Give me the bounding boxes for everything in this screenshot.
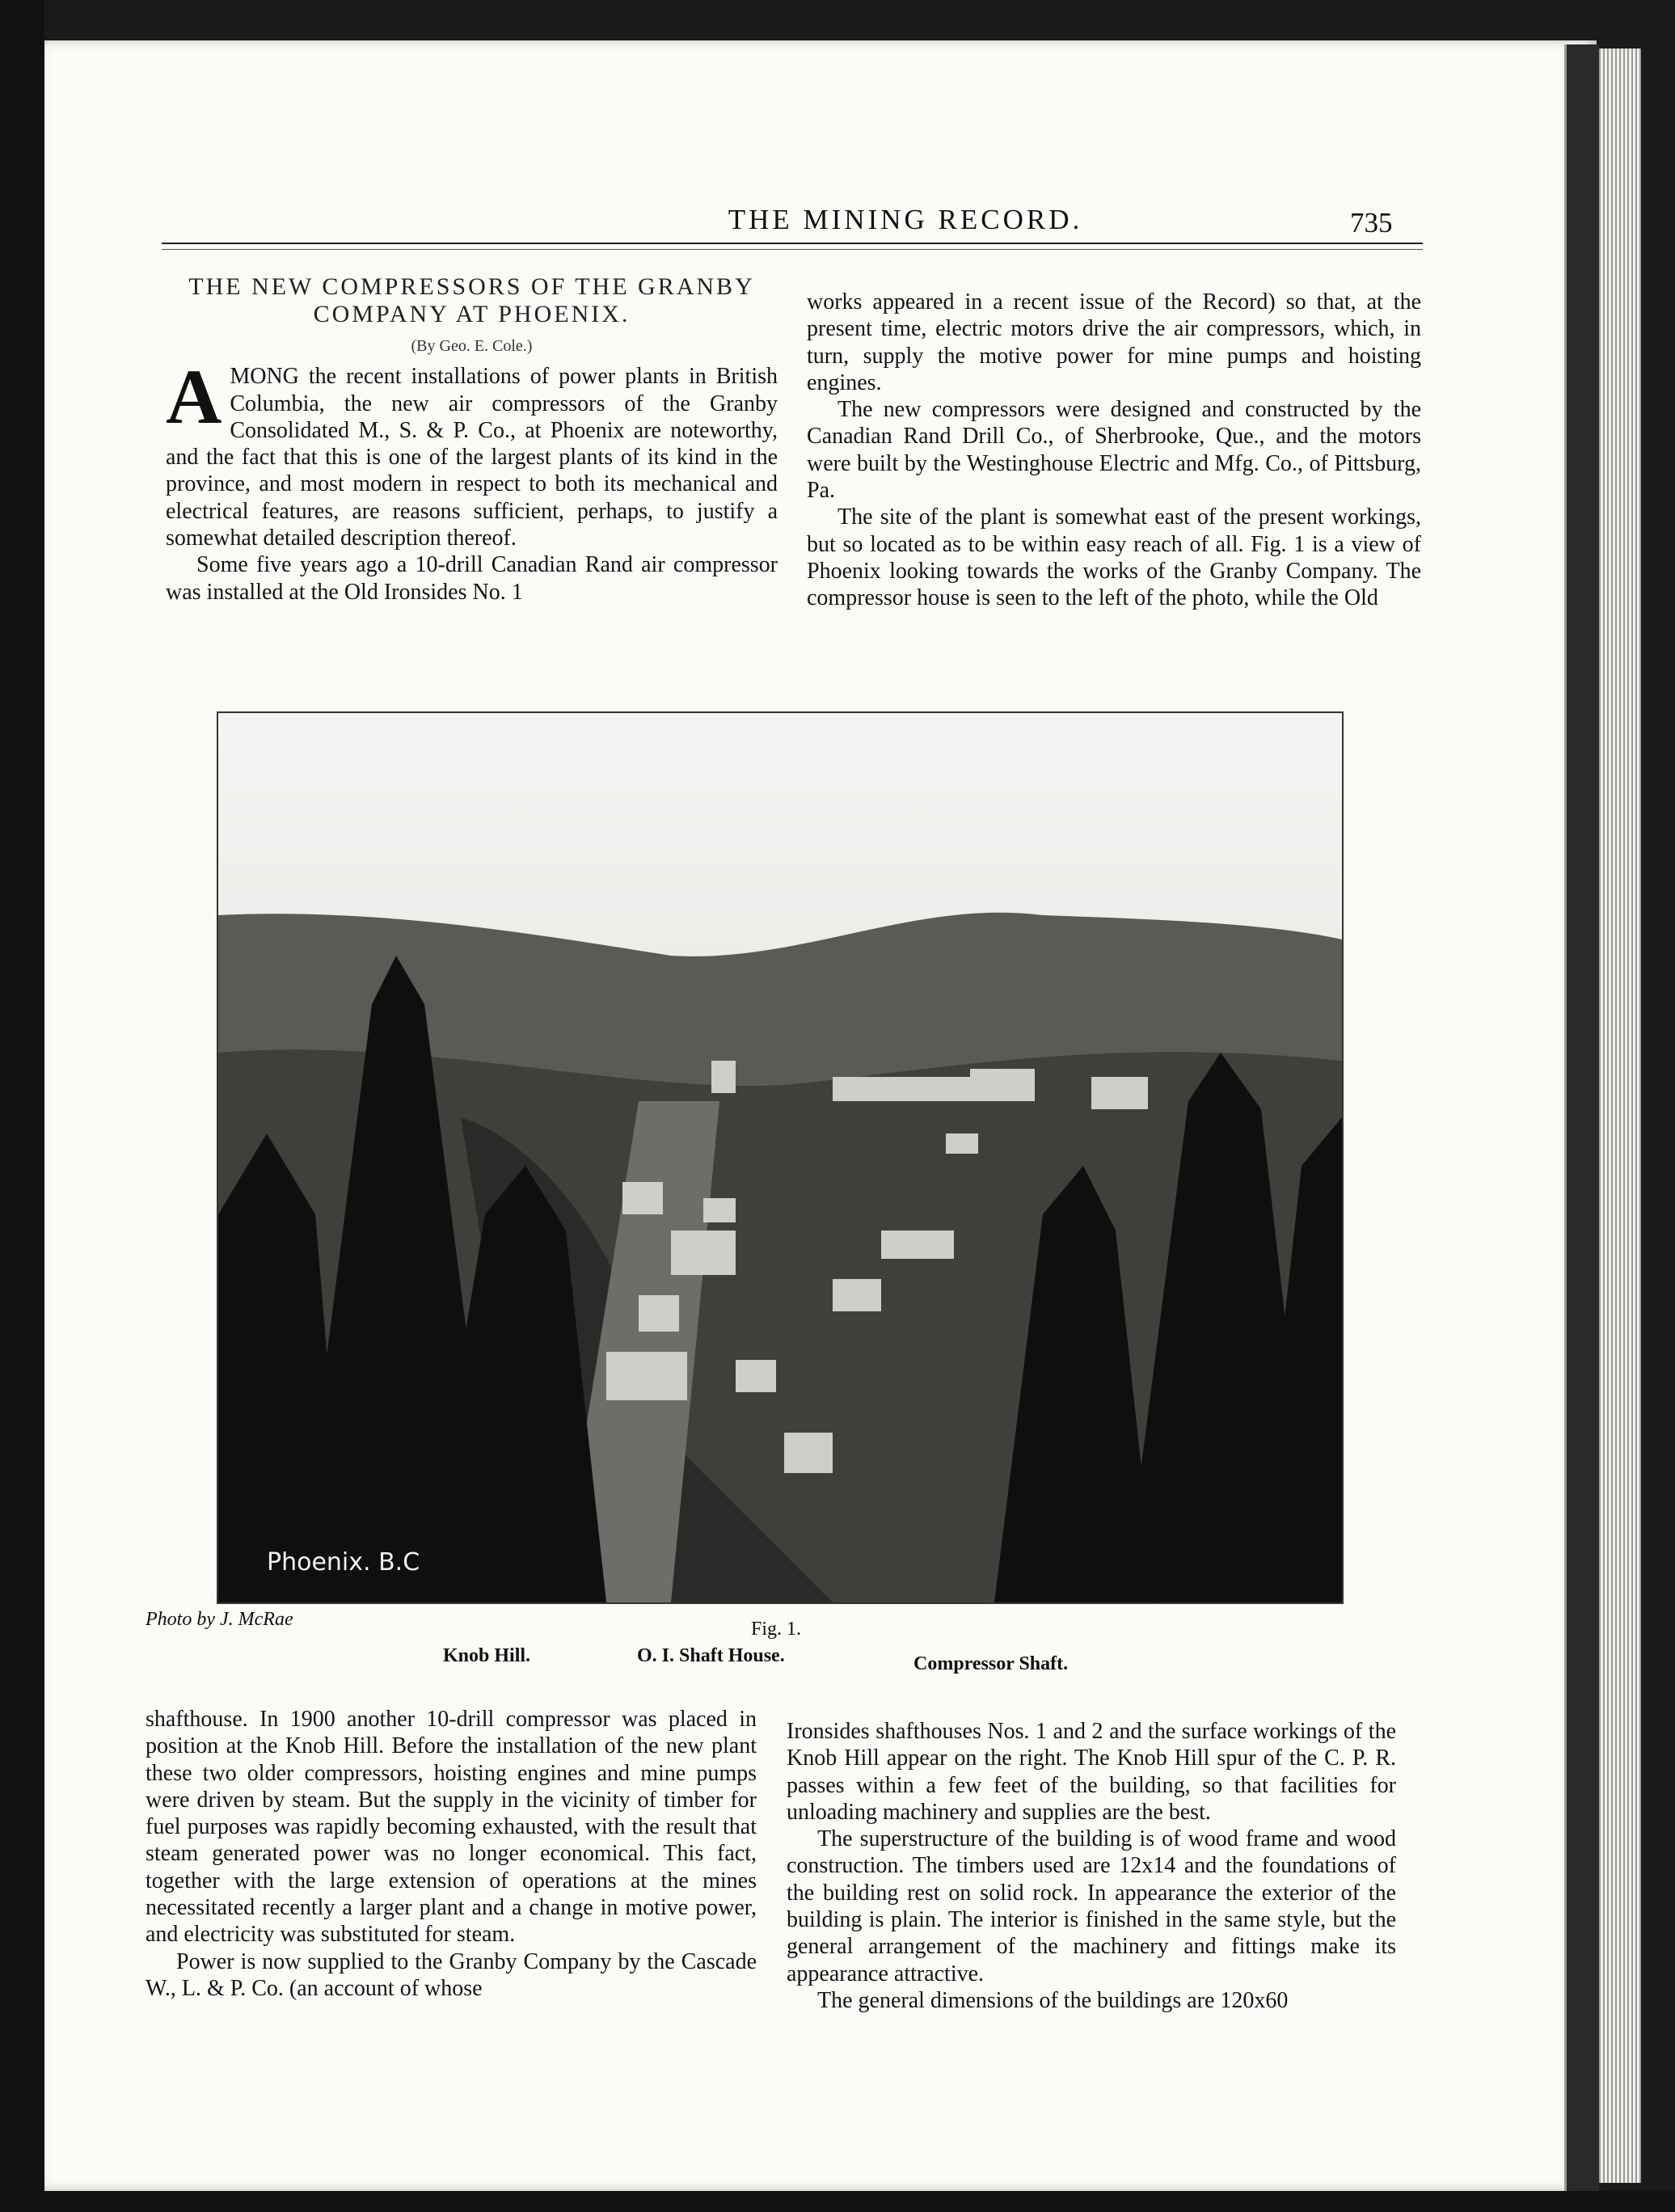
paragraph: Power is now supplied to the Granby Company by the Cascade W., L. & P. Co. (an account of whose: [146, 1948, 757, 2001]
caption-compressor-shaft: Compressor Shaft.: [913, 1653, 1069, 1674]
paragraph: works appeared in a recent issue of the Record) so that, at the present time, electric motors drive the air compressors, which, in turn, supply the motive power for mine pumps and hoisting engines.: [807, 289, 1421, 395]
caption-oi-shaft-house: O. I. Shaft House.: [637, 1645, 785, 1666]
article-title-line2: COMPANY AT PHOENIX.: [313, 301, 631, 327]
right-column-bottom: [787, 1718, 1396, 2014]
caption-knob-hill: Knob Hill.: [443, 1645, 531, 1666]
photo-credit: Photo by J. McRae: [146, 1609, 293, 1630]
figure-label: Fig. 1.: [750, 1619, 801, 1640]
right-column-top: [807, 289, 1421, 612]
paragraph: shafthouse. In 1900 another 10-drill compressor was placed in position at the Knob Hill. Before the installation of the new plant these two older compressors, hoisting engines and mine pumps were driven by steam. But the supply in the vicinity of timber for fuel purposes was rapidly becoming exhausted, with the result that steam generated power was no longer economical. This fact, together with the large extension of operations at the mines necessitated recently a larger plant and a change in motive power, and electricity was substituted for steam.: [146, 1707, 757, 1948]
book-spine: [1564, 44, 1599, 2195]
header-rule: [162, 243, 1423, 244]
paragraph: The general dimensions of the buildings are 120x60: [817, 1987, 1289, 2013]
running-title: THE MINING RECORD.: [728, 204, 1083, 235]
paragraph: Ironsides shafthouses Nos. 1 and 2 and the surface workings of the Knob Hill appear on the right. The Knob Hill spur of the C. P. R. passes within a few feet of the building, so that facilities for unloading machinery and supplies are the best.: [787, 1719, 1396, 1825]
drop-cap: A: [166, 353, 222, 441]
figure-photo-phoenix: [217, 711, 1344, 1604]
left-column-bottom: [146, 1706, 757, 2002]
paragraph: The superstructure of the building is of wood frame and wood construction. The timbers used are 12x14 and the foundations of the building rest on solid rock. In appearance the exterior of the building is plain. The interior is finished in the same style, but the general arrangement of the machinery and fittings make its appearance attractive.: [787, 1826, 1396, 1986]
paragraph-text: MONG the recent installations of power plants in British Columbia, the new air compressors of the Granby Consolidated M., S. & P. Co., at Phoenix are noteworthy, and the fact that this is one of the largest plants of its kind in the province, and most modern in respect to both its mechanical and electrical features, are reasons sufficient, perhaps, to justify a somewhat detailed description thereof.: [166, 364, 778, 551]
paragraph: The site of the plant is somewhat east of the present workings, but so located as to be within easy reach of all. Fig. 1 is a view of Phoenix looking towards the works of the Granby Company. The compressor house is seen to the left of the photo, while the Old: [807, 504, 1421, 611]
photo-inscription: Phoenix. B.C: [267, 1548, 420, 1577]
page-number: 735: [1350, 207, 1393, 239]
paragraph: [166, 353, 778, 551]
photo-illustration: [218, 713, 1342, 1602]
header-rule-thin: [162, 249, 1423, 250]
scan-left-edge: [0, 0, 44, 2212]
paragraph: The new compressors were designed and constructed by the Canadian Rand Drill Co., of Sherbrooke, Que., and the motors were built by the Westinghouse Electric and Mfg. Co., of Pittsburg, Pa.: [807, 397, 1421, 504]
left-column-top: [166, 273, 778, 606]
byline: (By Geo. E. Cole.): [411, 337, 533, 355]
article-title-line1: THE NEW COMPRESSORS OF THE GRANBY: [188, 273, 755, 300]
paragraph: Some five years ago a 10-drill Canadian Rand air compressor was installed at the Old Ironsides No. 1: [166, 552, 778, 605]
scan-bottom-edge: [0, 2191, 1675, 2212]
